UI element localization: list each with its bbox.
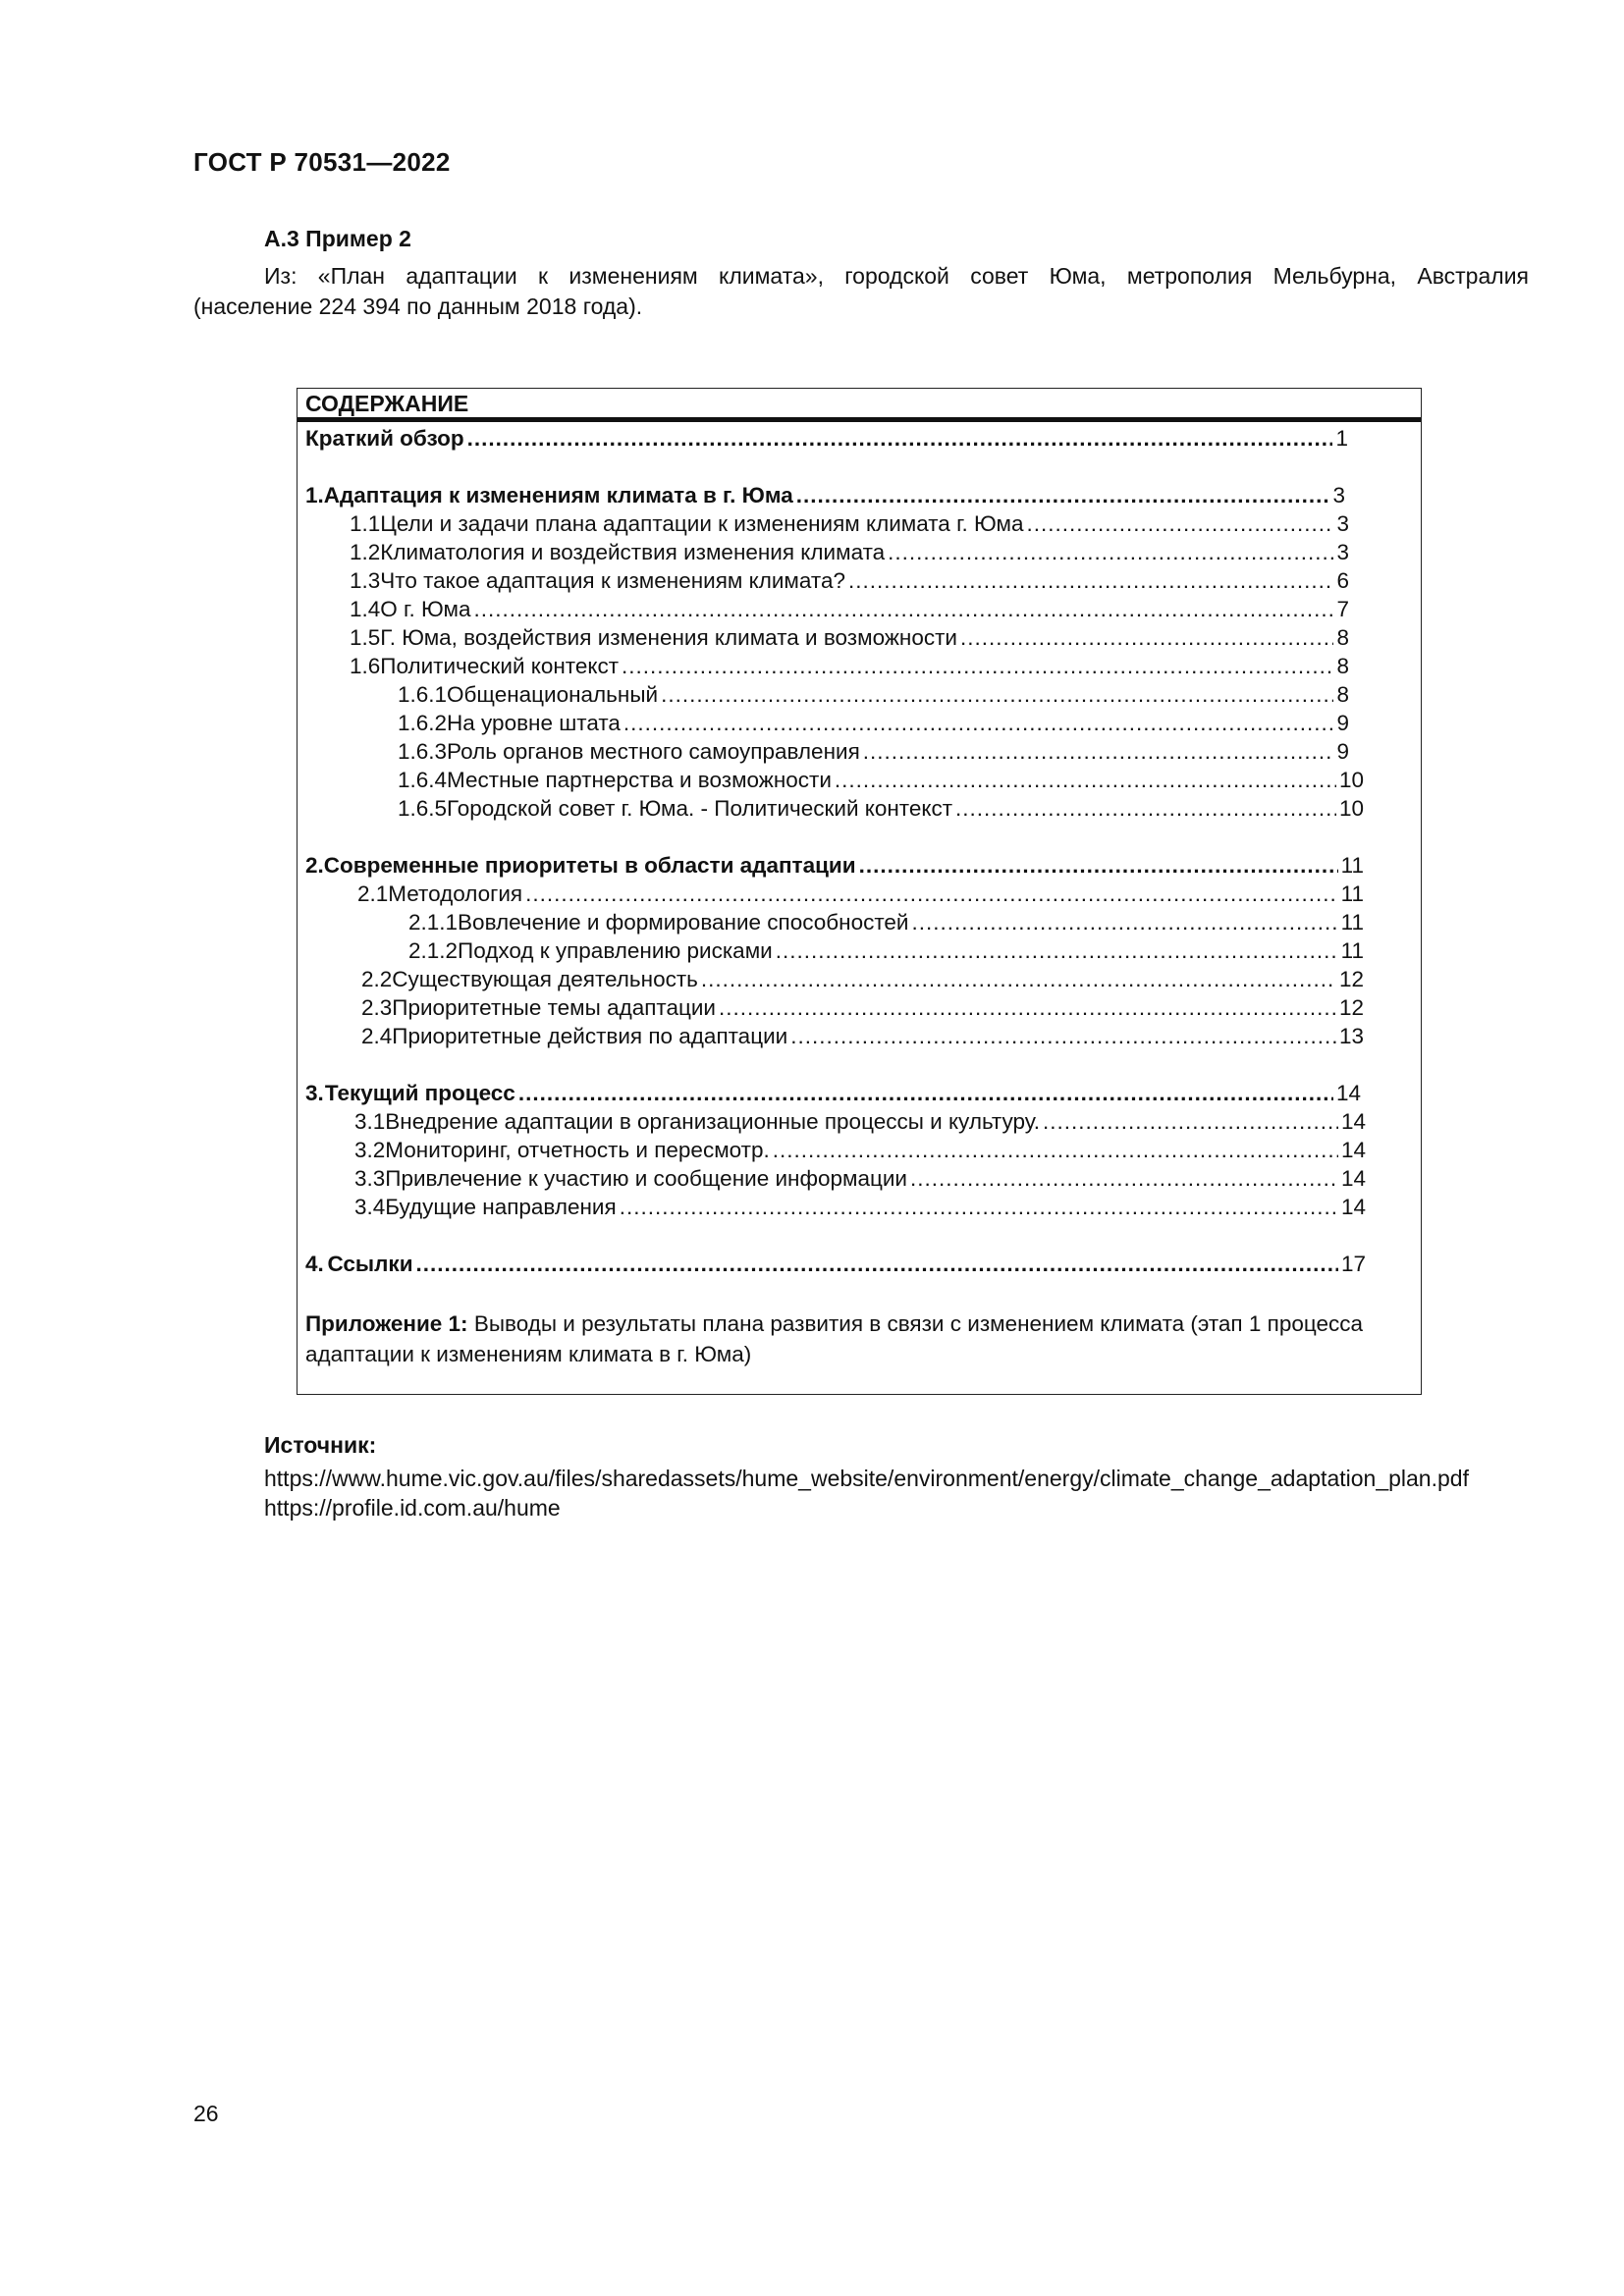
source-links (193, 1464, 1529, 1522)
source-label: Источник: (264, 1432, 377, 1458)
toc-entry-page: 11 (1340, 853, 1364, 878)
toc-entry-label: Адаптация к изменениям климата в г. Юма (323, 483, 793, 507)
toc-entry-page: 13 (1338, 1024, 1364, 1048)
toc-entry-page: 12 (1338, 967, 1364, 991)
toc-entry-4 (305, 1250, 1366, 1278)
toc-entry-number: 2.3 (361, 995, 393, 1020)
toc-entry-1-6-1 (398, 680, 1349, 709)
toc-entry-label: Вовлечение и формирование способностей (458, 910, 909, 934)
toc-entry-2-1-2 (408, 936, 1364, 965)
toc-entry-3-2 (354, 1136, 1366, 1164)
toc-entry-label: Мониторинг, отчетность и пересмотр. (385, 1138, 770, 1162)
toc-entry-label: Внедрение адаптации в организационные процессы и культуру. (385, 1109, 1040, 1134)
toc-entry-number: 3.4 (354, 1195, 386, 1219)
table-of-contents (297, 388, 1422, 1395)
toc-entry-page: 10 (1338, 768, 1364, 792)
toc-entry-2-4 (361, 1022, 1364, 1050)
toc-entry-2-3 (361, 993, 1364, 1022)
toc-entry-label: Климатология и воздействия изменения климата (380, 540, 886, 564)
toc-entry-number: 1.6.2 (398, 711, 448, 735)
toc-entry-label: Привлечение к участию и сообщение информации (385, 1166, 907, 1191)
toc-entry-summary (305, 424, 1348, 453)
toc-entry-number: 2. (305, 853, 324, 878)
toc-entry-1-6-3 (398, 737, 1349, 766)
toc-entry-page: 14 (1340, 1195, 1366, 1219)
toc-entry-number: 1.5 (350, 625, 381, 650)
toc-entry-label: Политический контекст (380, 654, 620, 678)
toc-entry-label: На уровне штата (447, 711, 621, 735)
toc-entry-page: 8 (1336, 682, 1349, 707)
toc-entry-page: 11 (1340, 910, 1364, 934)
toc-entry-page: 7 (1336, 597, 1349, 621)
toc-entry-2-2 (361, 965, 1364, 993)
toc-entry-page: 14 (1340, 1166, 1366, 1191)
toc-entry-page: 8 (1336, 625, 1349, 650)
toc-entry-label: Г. Юма, воздействия изменения климата и возможности (380, 625, 957, 650)
toc-entry-page: 14 (1335, 1081, 1361, 1105)
toc-entry-number: 1.1 (350, 511, 381, 536)
document-header: ГОСТ Р 70531—2022 (193, 147, 451, 177)
toc-entry-number: 3.1 (354, 1109, 386, 1134)
toc-entry-page: 9 (1336, 711, 1349, 735)
toc-entry-number: 1. (305, 483, 324, 507)
toc-entry-number: 1.6.1 (398, 682, 448, 707)
toc-entry-1-5 (350, 623, 1349, 652)
section-title: А.3 Пример 2 (264, 226, 411, 251)
source-link-1[interactable]: https://www.hume.vic.gov.au/files/sharedassets/hume_website/environment/energy/climate_change_adaptation_plan.pdf (264, 1466, 1469, 1491)
toc-entry-number: 1.3 (350, 568, 381, 593)
toc-entry-2-1-1 (408, 908, 1364, 936)
toc-entry-1-2 (350, 538, 1349, 566)
toc-entry-label: Современные приоритеты в области адаптации (323, 853, 856, 878)
toc-header (298, 389, 1421, 422)
toc-entry-page: 14 (1340, 1109, 1366, 1134)
toc-entry-number: 1.6.5 (398, 796, 448, 821)
toc-entry-label: Методология (388, 881, 523, 906)
toc-entry-number: 2.4 (361, 1024, 393, 1048)
toc-entry-label: Роль органов местного самоуправления (447, 739, 860, 764)
intro-line-1: Из: «План адаптации к изменениям климата», городской совет Юма, метрополия Мельбурна, Австралия (264, 263, 1529, 289)
toc-entry-page: 10 (1338, 796, 1364, 821)
toc-entry-page: 9 (1336, 739, 1349, 764)
intro-paragraph (193, 261, 1529, 322)
toc-entry-number: 3. (305, 1081, 324, 1105)
appendix-label: Приложение 1: (305, 1311, 468, 1336)
toc-entry-label: О г. Юма (380, 597, 471, 621)
toc-entry-number: 1.4 (350, 597, 381, 621)
toc-entry-number: 1.6.4 (398, 768, 448, 792)
toc-entry-number: 3.3 (354, 1166, 386, 1191)
source-link-2[interactable]: https://profile.id.com.au/hume (264, 1495, 561, 1521)
toc-entry-1-6-2 (398, 709, 1349, 737)
toc-entry-label: Подход к управлению рисками (458, 938, 773, 963)
toc-entry-label: Городской совет г. Юма. - Политический контекст (447, 796, 953, 821)
toc-entry-label: Текущий процесс (324, 1081, 515, 1105)
toc-entry-label: Приоритетные действия по адаптации (392, 1024, 788, 1048)
toc-entry-page: 3 (1336, 511, 1349, 536)
toc-entry-number: 3.2 (354, 1138, 386, 1162)
toc-entry-1-4 (350, 595, 1349, 623)
toc-entry-number: 4. (305, 1252, 324, 1276)
toc-entry-label: Приоритетные темы адаптации (392, 995, 717, 1020)
toc-appendix (305, 1308, 1395, 1369)
toc-entry-label: Ссылки (327, 1252, 413, 1276)
toc-entry-3 (305, 1079, 1361, 1107)
toc-entry-3-4 (354, 1193, 1366, 1221)
toc-entry-number: 2.2 (361, 967, 393, 991)
page-number: 26 (193, 2101, 219, 2126)
toc-entry-2 (305, 851, 1364, 880)
toc-title: СОДЕРЖАНИЕ (305, 391, 469, 416)
intro-line-2: (население 224 394 по данным 2018 года). (193, 294, 643, 319)
toc-entry-number: 1.2 (350, 540, 381, 564)
toc-entry-label: Цели и задачи плана адаптации к изменениям климата г. Юма (380, 511, 1024, 536)
toc-entry-page: 17 (1340, 1252, 1366, 1276)
toc-entry-number: 2.1 (357, 881, 389, 906)
toc-entry-label: Краткий обзор (305, 426, 464, 451)
toc-entry-number: 2.1.1 (408, 910, 459, 934)
toc-entry-number: 2.1.2 (408, 938, 459, 963)
toc-entry-number: 1.6 (350, 654, 381, 678)
toc-entry-1-1 (350, 509, 1349, 538)
toc-entry-page: 11 (1340, 881, 1364, 906)
toc-entry-1 (305, 481, 1345, 509)
toc-entry-label: Будущие направления (385, 1195, 617, 1219)
toc-entry-page: 11 (1340, 938, 1364, 963)
toc-entry-1-6 (350, 652, 1349, 680)
toc-entry-1-6-4 (398, 766, 1364, 794)
toc-entry-label: Местные партнерства и возможности (447, 768, 832, 792)
toc-entry-page: 6 (1336, 568, 1349, 593)
toc-entry-label: Что такое адаптация к изменениям климата? (380, 568, 845, 593)
toc-entry-label: Существующая деятельность (392, 967, 698, 991)
toc-entry-1-3 (350, 566, 1349, 595)
toc-entry-page: 3 (1336, 540, 1349, 564)
toc-entry-page: 14 (1340, 1138, 1366, 1162)
toc-entry-label: Общенациональный (447, 682, 659, 707)
toc-entry-1-6-5 (398, 794, 1364, 823)
toc-entry-number: 1.6.3 (398, 739, 448, 764)
toc-entry-page: 12 (1338, 995, 1364, 1020)
toc-entry-page: 3 (1332, 483, 1345, 507)
appendix-text: Выводы и результаты плана развития в связи с изменением климата (этап 1 процесса адаптации к изменениям климата в г. Юма) (305, 1311, 1364, 1366)
toc-entry-3-1 (354, 1107, 1366, 1136)
toc-entry-3-3 (354, 1164, 1366, 1193)
toc-entry-page: 1 (1335, 426, 1348, 451)
toc-entry-page: 8 (1336, 654, 1349, 678)
toc-entry-2-1 (357, 880, 1364, 908)
